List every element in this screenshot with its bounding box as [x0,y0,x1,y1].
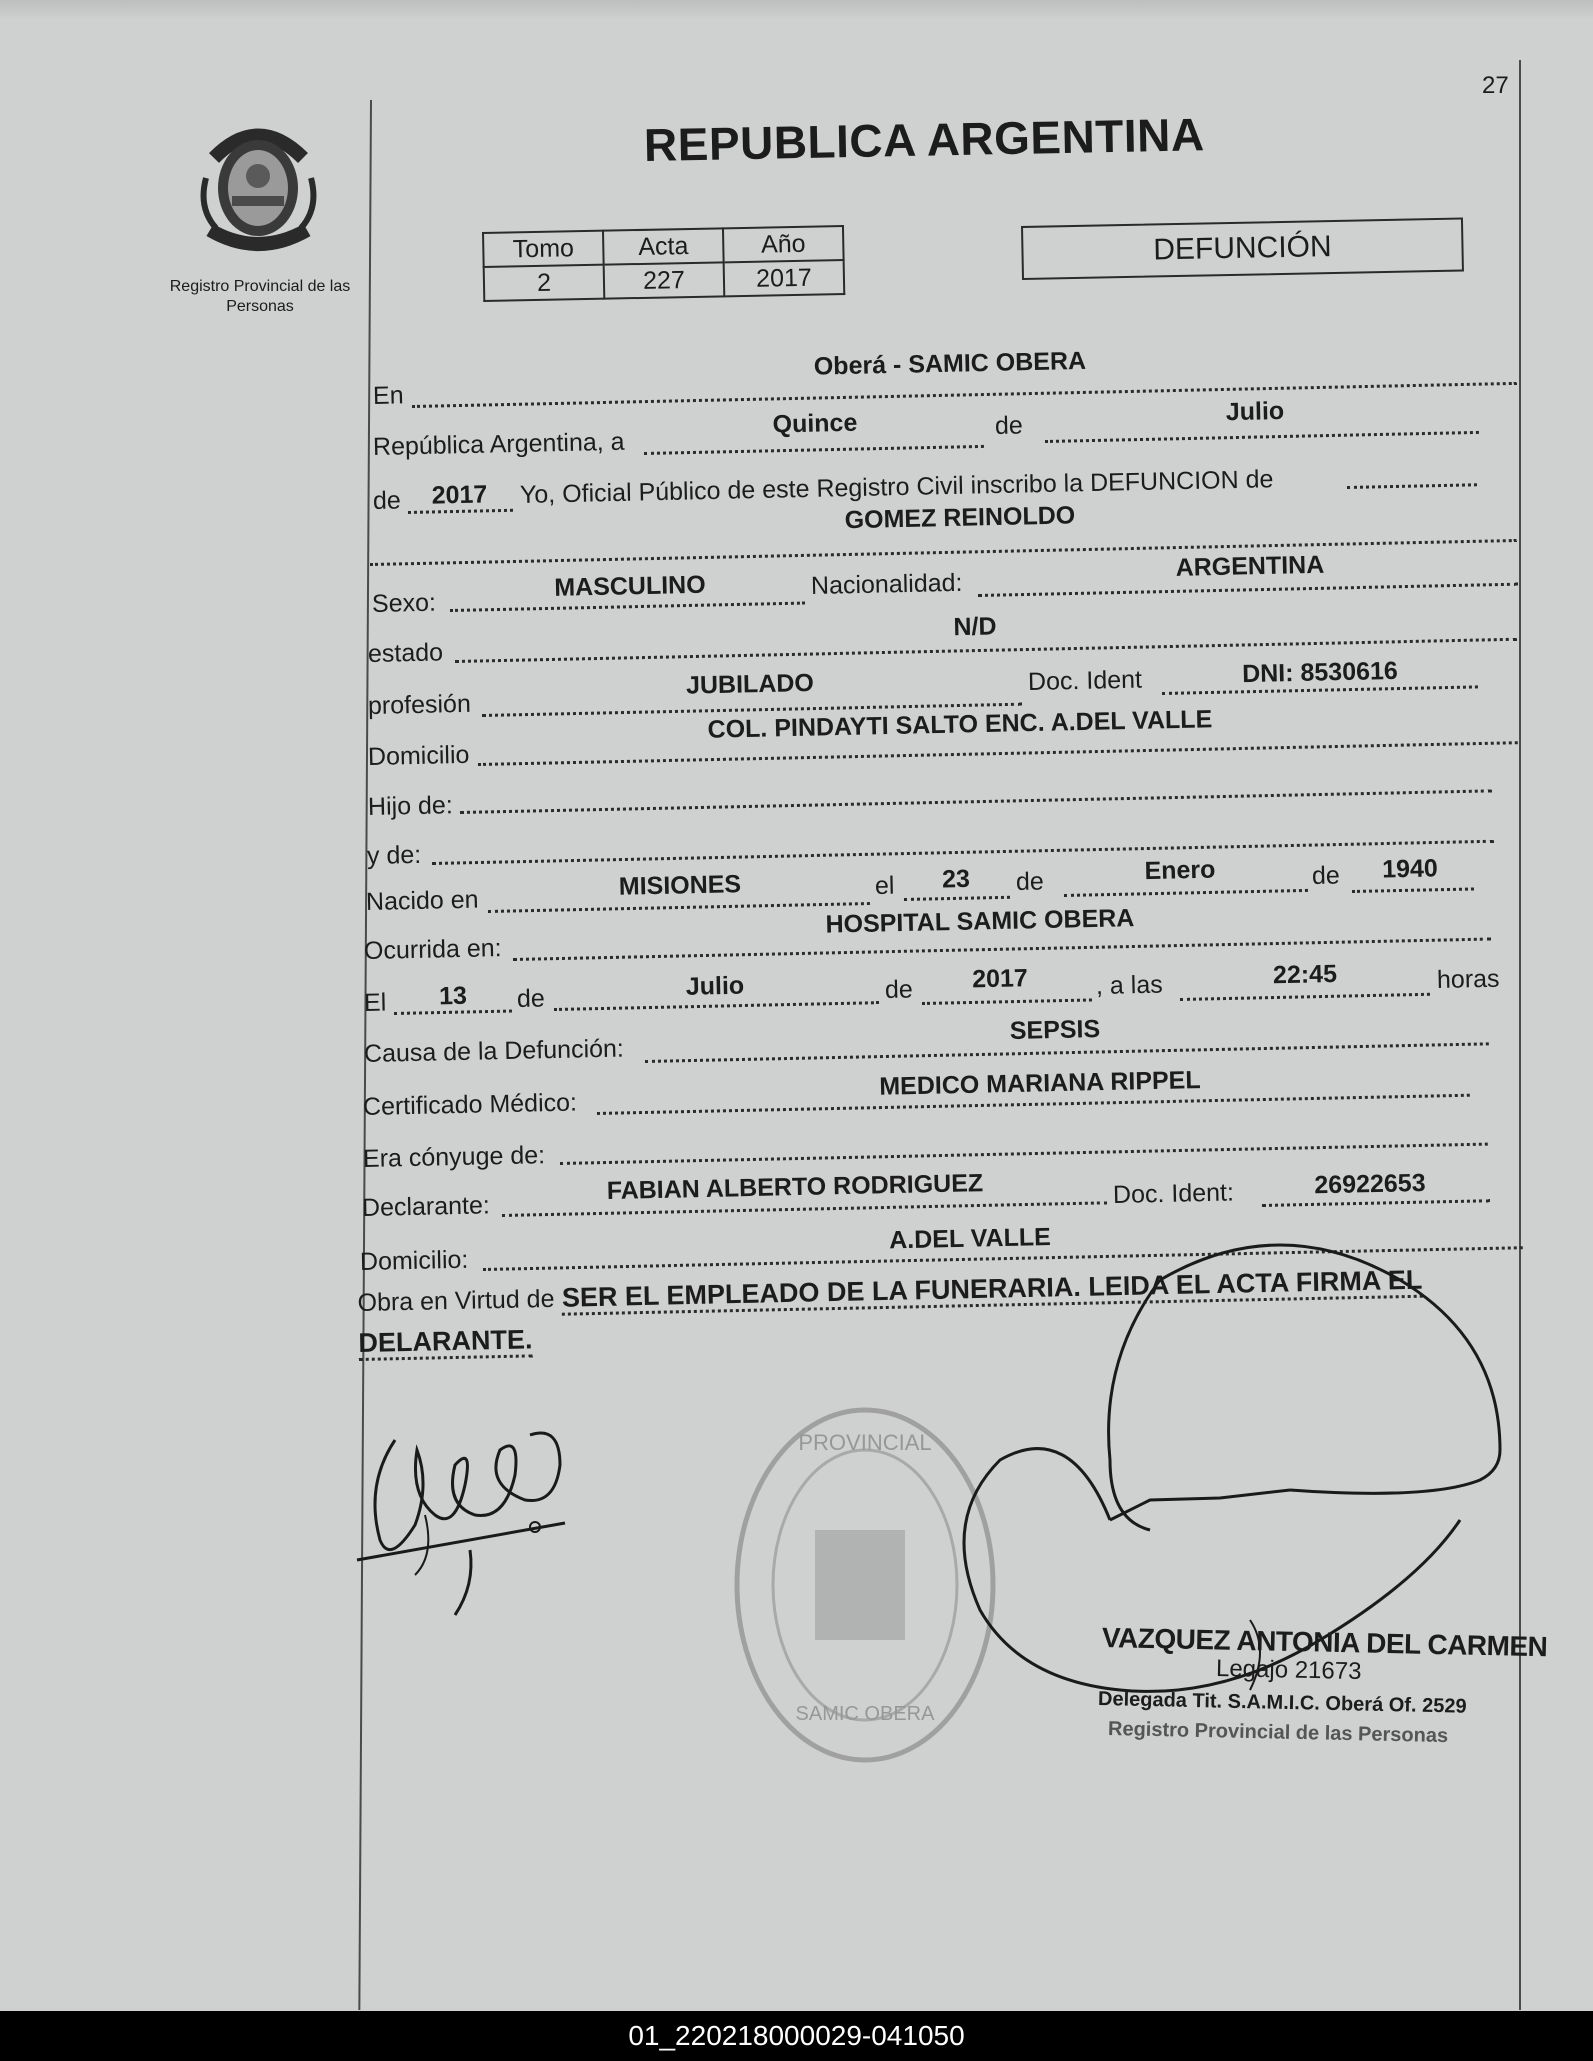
dotted-line [1045,431,1479,443]
label-nacionalidad: Nacionalidad: [810,568,963,600]
label-de: de [516,984,546,1013]
label-horas: horas [1436,964,1500,994]
label-domicilio: Domicilio [367,740,470,771]
page-number: 27 [1482,72,1509,99]
label-yo-oficial: Yo, Oficial Público de este Registro Civil inscribo la DEFUNCION de [519,465,1274,509]
officer-role: Delegada Tit. S.A.M.I.C. Oberá Of. 2529 [1097,1688,1467,1718]
value-declarante-domicilio: A.DEL VALLE [888,1223,1052,1255]
dotted-line [904,896,1010,901]
value-estado: N/D [953,612,997,642]
label-de: de [1311,861,1341,890]
label-en: En [372,381,404,410]
value-day-text: Quince [772,408,858,439]
dotted-line [922,998,1092,1005]
record-table [482,225,845,302]
value-hijo-de [700,772,1100,780]
value-sexo: MASCULINO [553,570,706,602]
value-year: 2017 [431,480,488,510]
table-header: Acta [603,228,724,264]
declarant-signature [355,1405,595,1625]
value-birth-month: Enero [1144,855,1216,886]
value-death-month: Julio [685,971,745,1001]
value-causa: SEPSIS [1009,1015,1101,1045]
label-doc-ident: Doc. Ident: [1112,1178,1235,1209]
table-cell: 2 [484,265,605,301]
label-de: de [884,975,914,1004]
dotted-line [478,741,1518,766]
label-de: de [372,486,402,515]
value-nacido-en: MISIONES [618,870,742,901]
value-place: Oberá - SAMIC OBERA [813,346,1087,381]
footer-bar [0,2011,1593,2061]
registry-label: Registro Provincial de las Personas [169,278,351,315]
label-conyuge: Era cónyuge de: [362,1141,546,1173]
label-a-las: , a las [1095,970,1163,1000]
label-certificado: Certificado Médico: [362,1088,578,1121]
value-death-year: 2017 [971,964,1029,994]
dotted-line [460,789,1492,814]
label-republica: República Argentina, a [372,427,625,461]
value-y-de [700,820,1100,828]
dotted-line [1347,483,1477,489]
officer-name: VAZQUEZ ANTONIA DEL CARMEN [1101,1622,1548,1663]
label-declarante: Declarante: [361,1191,491,1222]
label-y-de: y de: [366,840,422,870]
dotted-line [645,1042,1489,1063]
label-profesion: profesión [367,689,472,720]
svg-text:SAMIC OBERA: SAMIC OBERA [795,1703,935,1725]
province-seal-icon [196,118,321,258]
label-causa: Causa de la Defunción: [363,1034,625,1068]
footer-code: 01_220218000029-041050 [628,2020,965,2051]
label-el: El [363,988,387,1017]
value-month: Julio [1225,396,1285,427]
value-death-time: 22:45 [1272,959,1338,990]
label-estado: estado [367,638,444,668]
label-ocurrida-en: Ocurrida en: [363,934,502,965]
value-death-day: 13 [438,981,468,1011]
table-header: Año [723,226,844,262]
dotted-line [554,1001,879,1011]
label-sexo: Sexo: [371,588,437,618]
label-obra-en-virtud: Obra en Virtud de [357,1284,555,1318]
dotted-line [560,1143,1488,1165]
table-cell: 227 [604,262,725,298]
label-nacido-en: Nacido en [365,885,479,916]
dotted-line [513,938,1491,961]
table-header: Tomo [483,231,604,267]
value-birth-day: 23 [941,864,971,894]
svg-text:PROVINCIAL: PROVINCIAL [798,1430,932,1455]
value-dni: DNI: 8530616 [1241,656,1399,689]
value-ocurrida-en: HOSPITAL SAMIC OBERA [825,904,1135,939]
officer-legajo: Legajo 21673 [1215,1655,1362,1686]
label-hijo-de: Hijo de: [367,791,454,821]
record-type-box [1021,218,1464,280]
value-birth-year: 1940 [1381,854,1439,884]
page-edge [0,0,1593,20]
dotted-line [978,583,1518,597]
dotted-line [1352,887,1474,893]
value-certificado: MEDICO MARIANA RIPPEL [879,1066,1201,1101]
value-profesion: JUBILADO [685,668,815,700]
label-el: el [874,871,895,900]
record-type: DEFUNCIÓN [1152,230,1332,267]
value-deceased-name: GOMEZ REINOLDO [844,501,1076,535]
value-domicilio: COL. PINDAYTI SALTO ENC. A.DEL VALLE [707,705,1213,744]
label-de: de [994,411,1024,440]
value-declarante: FABIAN ALBERTO RODRIGUEZ [606,1169,984,1206]
value-nacionalidad: ARGENTINA [1175,550,1325,582]
table-cell: 2017 [724,260,845,296]
value-conyuge [760,1122,1160,1130]
label-de: de [1015,867,1045,896]
dotted-line [1064,889,1308,897]
label-doc-ident: Doc. Ident [1027,665,1143,696]
document-title: REPUBLICA ARGENTINA [643,108,1206,171]
value-obra-en-virtud: SER EL EMPLEADO DE LA FUNERARIA. LEIDA EL ACTA FIRMA EL DELARANTE. [358,1265,1423,1361]
label-domicilio: Domicilio: [359,1245,469,1276]
dotted-line [1180,993,1430,1001]
dotted-line [644,445,984,455]
officer-office: Registro Provincial de las Personas [1107,1718,1449,1748]
value-declarante-doc: 26922653 [1314,1168,1426,1200]
